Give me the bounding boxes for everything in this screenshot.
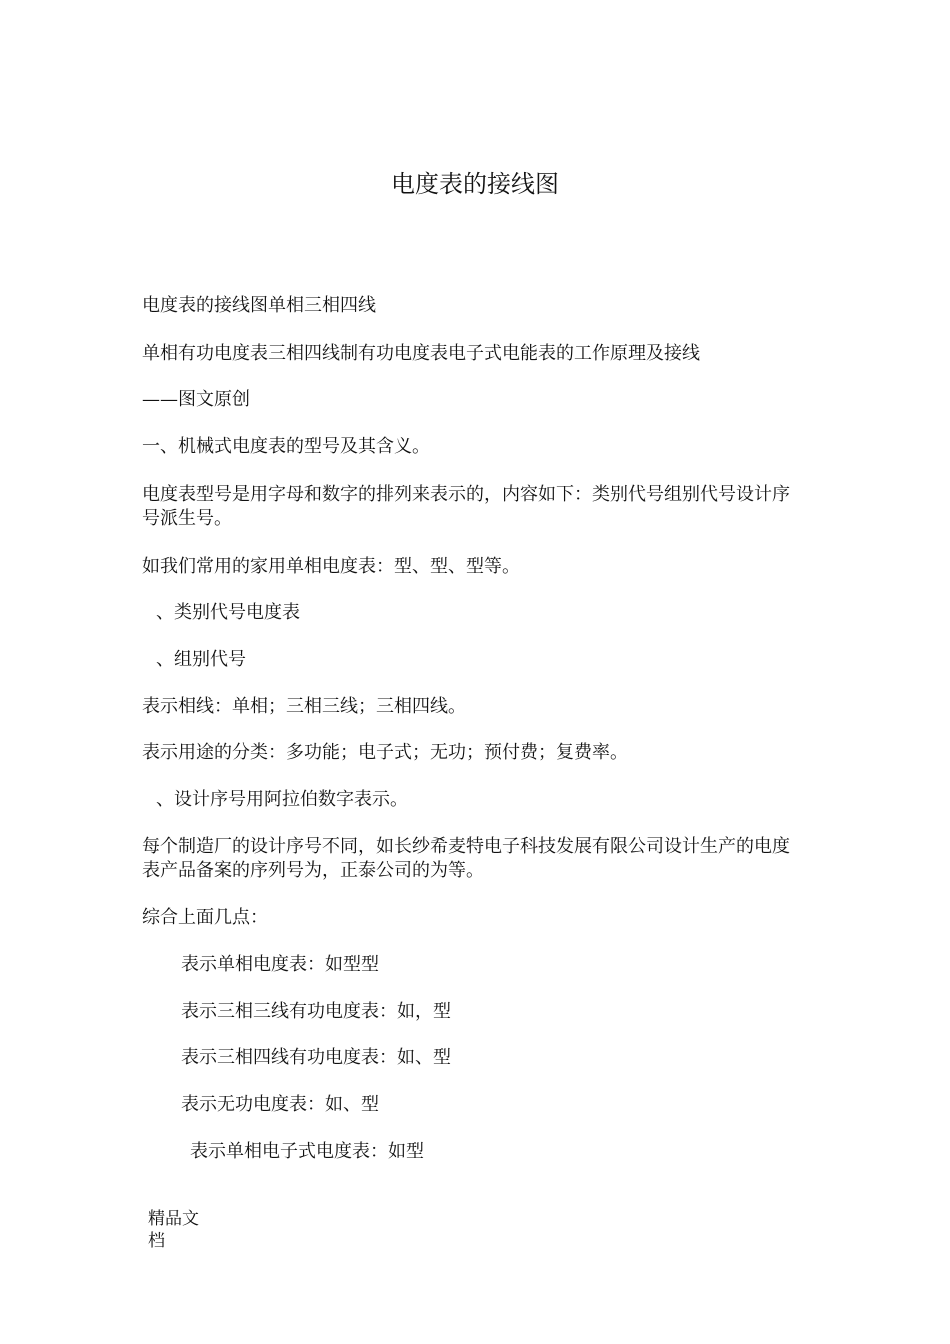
item-category-code: 、类别代号电度表 <box>156 602 300 623</box>
topic-line: 单相有功电度表三相四线制有功电度表电子式电能表的工作原理及接线 <box>142 343 700 364</box>
page-title: 电度表的接线图 <box>391 170 559 198</box>
item-group-code: 、组别代号 <box>156 649 246 670</box>
paragraph-summary-intro: 综合上面几点： <box>142 907 268 928</box>
summary-item-reactive: 表示无功电度表：如、型 <box>181 1094 379 1115</box>
paragraph-common-models: 如我们常用的家用单相电度表：型、型、型等。 <box>142 556 520 577</box>
subtitle-line: 电度表的接线图单相三相四线 <box>142 295 376 316</box>
summary-item-three-phase-three-wire: 表示三相三线有功电度表：如，型 <box>181 1001 451 1022</box>
summary-item-three-phase-four-wire: 表示三相四线有功电度表：如、型 <box>181 1047 451 1068</box>
footer-watermark: 精品文档 <box>148 1209 199 1251</box>
paragraph-model-description: 电度表型号是用字母和数字的排列来表示的，内容如下：类别代号组别代号设计序号派生号。 <box>142 484 790 529</box>
paragraph-phase-lines: 表示相线：单相；三相三线；三相四线。 <box>142 696 466 717</box>
section-heading: 一、机械式电度表的型号及其含义。 <box>142 436 430 457</box>
paragraph-manufacturer-serial: 每个制造厂的设计序号不同，如长纱希麦特电子科技发展有限公司设计生产的电度表产品备案的序列号为，正泰公司的为等。 <box>142 836 790 881</box>
item-design-serial: 、设计序号用阿拉伯数字表示。 <box>156 789 408 810</box>
paragraph-usage-classes: 表示用途的分类：多功能；电子式；无功；预付费；复费率。 <box>142 742 628 763</box>
summary-item-electronic-single-phase: 表示单相电子式电度表：如型 <box>190 1141 424 1162</box>
original-note: ——图文原创 <box>142 389 250 410</box>
summary-item-single-phase: 表示单相电度表：如型型 <box>181 954 379 975</box>
